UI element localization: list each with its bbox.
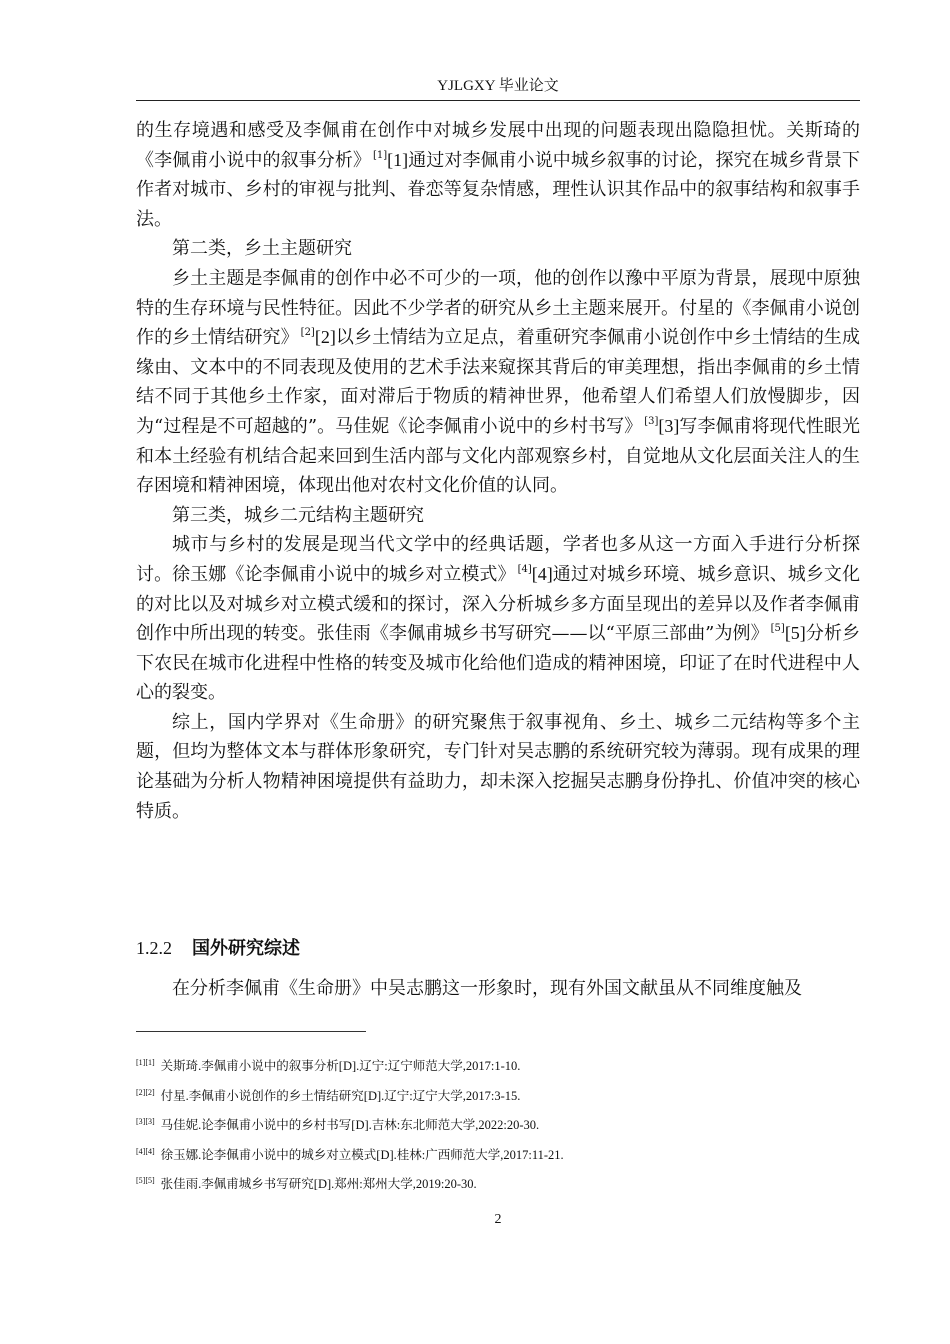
footnote-5 bbox=[136, 1168, 860, 1198]
footnote-separator bbox=[136, 1031, 366, 1032]
header-rule bbox=[136, 100, 860, 101]
summary-text: 综上，国内学界对《生命册》的研究聚焦于叙事视角、乡土、城乡二元结构等多个主题，但均为整体文本与群体形象研究，专门针对吴志鹏的系统研究较为薄弱。现有成果的理论基础为分析人物精神困境提供有益助力，却未深入挖掘吴志鹏身份挣扎、价值冲突的核心特质。 bbox=[136, 711, 860, 822]
paragraph-summary bbox=[136, 708, 860, 826]
section-heading bbox=[136, 935, 860, 962]
citation-3: [3] bbox=[658, 415, 680, 436]
paragraph-1-text-b: 通过对李佩甫小说中城乡叙事的讨论，探究在城乡背景下作者对城市、乡村的审视与批判、眷恋等复杂情感，理性认识其作品中的叙事结构和叙事手法。 bbox=[136, 149, 860, 230]
footnotes bbox=[136, 1050, 860, 1198]
footnote-ref-1[interactable]: [1] bbox=[372, 149, 388, 161]
paragraph-3-text-a: 城市与乡村的发展是现当代文学中的经典话题，学者也多从这一方面入手进行分析探讨。徐玉娜《论李佩甫小说中的城乡对立模式》 bbox=[136, 534, 860, 585]
footnote-1 bbox=[136, 1050, 860, 1080]
section-title: 国外研究综述 bbox=[192, 938, 300, 959]
category-3-label: 第三类，城乡二元结构主题研究 bbox=[172, 504, 424, 526]
footnote-3 bbox=[136, 1109, 860, 1139]
citation-1: [1] bbox=[387, 149, 409, 170]
category-2-label: 第二类，乡土主题研究 bbox=[172, 238, 352, 260]
paragraph-1-text-a: 的生存境遇和感受及李佩甫在创作中对城乡发展中出现的问题表现出隐隐担忧。关斯琦的《李佩甫小说中的叙事分析》 bbox=[136, 120, 860, 171]
paragraph-2-text-c: 写李佩甫将现代性眼光和本土经验有机结合起来回到生活内部与文化内部观察乡村，自觉地从文化层面关注人的生存困境和精神困境，体现出他对农村文化价值的认同。 bbox=[136, 415, 860, 497]
paragraph-2 bbox=[136, 264, 860, 501]
citation-5: [5] bbox=[784, 623, 806, 644]
page-number: 2 bbox=[494, 1212, 502, 1227]
section-number: 1.2.2 bbox=[136, 938, 172, 958]
citation-4: [4] bbox=[531, 563, 553, 584]
body-text bbox=[136, 116, 860, 826]
paragraph-2-text-a: 乡土主题是李佩甫的创作中必不可少的一项，他的创作以豫中平原为背景，展现中原独特的生存环境与民性特征。因此不少学者的研究从乡土主题来展开。付星的《李佩甫小说创作的乡土情结研究》 bbox=[136, 267, 860, 349]
footnote-mark-1: [1][1] bbox=[136, 1058, 155, 1067]
paragraph-2-text-b: 以乡土情结为立足点，着重研究李佩甫小说创作中乡土情结的生成缘由、文本中的不同表现及使用的艺术手法来窥探其背后的审美理想，指出李佩甫的乡土情结不同于其他乡土作家，面对滞后于物质的精神世界，他希望人们希望人们放慢脚步，因为“过程是不可超越的”。马佳妮《论李佩甫小说中的乡村书写》 bbox=[136, 327, 860, 437]
footnote-ref-2[interactable]: [2] bbox=[300, 327, 315, 339]
footnote-ref-3[interactable]: [3] bbox=[644, 415, 659, 427]
footnote-mark-2: [2][2] bbox=[136, 1087, 155, 1097]
footnote-mark-4: [4][4] bbox=[136, 1146, 155, 1156]
citation-2: [2] bbox=[314, 327, 336, 348]
footnote-ref-4[interactable]: [4] bbox=[517, 563, 532, 575]
category-3-heading bbox=[136, 501, 860, 531]
paragraph-3 bbox=[136, 530, 860, 708]
footnote-text-4: 徐玉娜.论李佩甫小说中的城乡对立模式[D].桂林:广西师范大学,2017:11-21. bbox=[160, 1147, 564, 1162]
footnote-text-1: 关斯琦.李佩甫小说中的叙事分析[D].辽宁:辽宁师范大学,2017:1-10. bbox=[160, 1059, 521, 1073]
paragraph-3-text-c: 分析乡下农民在城市化进程中性格的转变及城市化给他们造成的精神困境，印证了在时代进程中人心的裂变。 bbox=[136, 623, 861, 704]
footnote-ref-5[interactable]: [5] bbox=[770, 623, 785, 635]
footnote-text-2: 付星.李佩甫小说创作的乡土情结研究[D].辽宁:辽宁大学,2017:3-15. bbox=[160, 1088, 521, 1103]
page-header: YJLGXY 毕业论文 bbox=[437, 78, 559, 94]
footnote-mark-5: [5][5] bbox=[136, 1176, 155, 1186]
paragraph-3-text-b: 通过对城乡环境、城乡意识、城乡文化的对比以及对城乡对立模式缓和的探讨，深入分析城乡多方面呈现出的差异以及作者李佩甫创作中所出现的转变。张佳雨《李佩甫城乡书写研究——以“平原三部曲”为例》 bbox=[136, 563, 860, 645]
category-2-heading bbox=[136, 234, 860, 264]
footnote-2 bbox=[136, 1080, 860, 1110]
section-intro-line: 在分析李佩甫《生命册》中吴志鹏这一形象时，现有外国文献虽从不同维度触及 bbox=[172, 978, 802, 999]
footnote-text-3: 马佳妮.论李佩甫小说中的乡村书写[D].吉林:东北师范大学,2022:20-30. bbox=[160, 1118, 540, 1133]
paragraph-1 bbox=[136, 116, 860, 234]
footnote-text-5: 张佳雨.李佩甫城乡书写研究[D].郑州:郑州大学,2019:20-30. bbox=[160, 1177, 477, 1192]
footnote-mark-3: [3][3] bbox=[136, 1117, 155, 1127]
footnote-4 bbox=[136, 1139, 860, 1169]
